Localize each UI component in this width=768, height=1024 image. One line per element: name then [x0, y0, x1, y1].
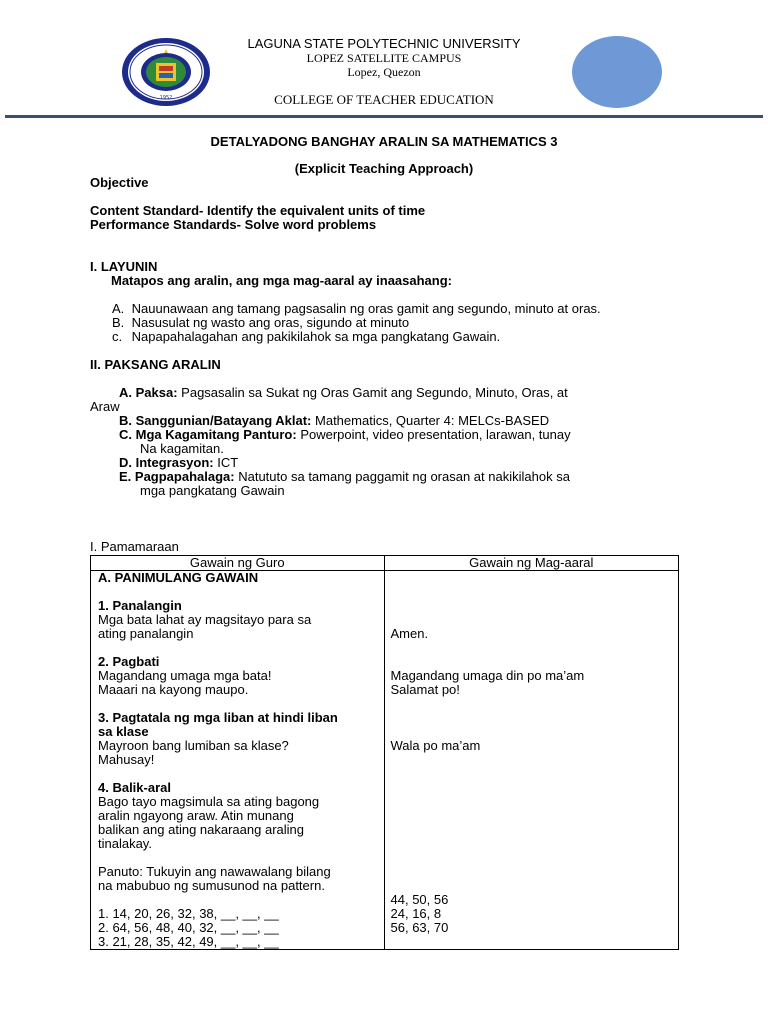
list-text: Napapahalagahan ang pakikilahok sa mga pangkatang Gawain.	[131, 329, 501, 344]
pagbati-heading: 2. Pagbati	[98, 654, 160, 669]
pagtatala-text: Mayroon bang lumiban sa klase?	[98, 738, 289, 753]
panuto-text: na mabubuo ng sumusunod na pattern.	[98, 878, 325, 893]
paksa-line	[119, 386, 568, 400]
university-name: LAGUNA STATE POLYTECHNIC UNIVERSITY	[247, 36, 521, 51]
layunin-item	[112, 330, 500, 344]
pagbati-response: Magandang umaga din po ma’am	[390, 668, 585, 683]
panalangin-heading: 1. Panalangin	[98, 598, 182, 613]
college-name: COLLEGE OF TEACHER EDUCATION	[274, 92, 494, 107]
list-text: Nauunawaan ang tamang pagsasalin ng oras gamit ang segundo, minuto at oras.	[131, 301, 601, 316]
balik-aral-text: balikan ang ating nakaraang araling	[98, 822, 304, 837]
kagamitan-label: C. Mga Kagamitang Panturo:	[119, 427, 297, 442]
pagpapahalaga-continuation: mga pangkatang Gawain	[140, 483, 285, 498]
balik-aral-text: tinalakay.	[98, 836, 152, 851]
sanggunian-line	[119, 414, 549, 428]
pattern-answer: 56, 63, 70	[390, 920, 449, 935]
paksang-heading: II. PAKSANG ARALIN	[90, 357, 221, 372]
layunin-item	[112, 302, 601, 316]
pamamaraan-heading: I. Pamamaraan	[90, 539, 179, 554]
pagbati-text: Maaari na kayong maupo.	[98, 682, 249, 697]
sanggunian-label: B. Sanggunian/Batayang Aklat:	[119, 413, 312, 428]
page-subtitle: (Explicit Teaching Approach)	[294, 161, 474, 176]
layunin-heading: I. LAYUNIN	[90, 259, 158, 274]
integrasyon-text: ICT	[217, 455, 239, 470]
pagpapahalaga-line	[119, 470, 570, 484]
pagtatala-text: Mahusay!	[98, 752, 155, 767]
list-marker: A.	[112, 301, 125, 316]
paksa-continuation: Araw	[90, 399, 120, 414]
balik-aral-text: aralin ngayong araw. Atin munang	[98, 808, 294, 823]
panalangin-text: ating panalangin	[98, 626, 194, 641]
campus-location: Lopez, Quezon	[347, 65, 421, 79]
performance-standard: Performance Standards- Solve word problems	[90, 217, 377, 232]
pagtatala-heading: 3. Pagtatala ng mga liban at hindi liban	[98, 710, 338, 725]
pagbati-response: Salamat po!	[390, 682, 460, 697]
pattern-question: 3. 21, 28, 35, 42, 49, __, __, __	[98, 934, 279, 949]
page-title: DETALYADONG BANGHAY ARALIN SA MATHEMATICS 3	[210, 134, 558, 149]
pagpapahalaga-label: E. Pagpapahalaga:	[119, 469, 235, 484]
balik-aral-text: Bago tayo magsimula sa ating bagong	[98, 794, 320, 809]
layunin-item	[112, 316, 409, 330]
kagamitan-line	[119, 428, 571, 442]
column-header-guro: Gawain ng Guro	[91, 556, 385, 571]
panimulang-heading: A. PANIMULANG GAWAIN	[98, 570, 259, 585]
objective-label: Objective	[90, 175, 149, 190]
mag-aaral-cell	[384, 571, 678, 950]
guro-cell	[91, 571, 385, 950]
pattern-question: 1. 14, 20, 26, 32, 38, __, __, __	[98, 906, 279, 921]
list-text: Nasusulat ng wasto ang oras, sigundo at minuto	[131, 315, 410, 330]
panalangin-text: Mga bata lahat ay magsitayo para sa	[98, 612, 312, 627]
campus-name: LOPEZ SATELLITE CAMPUS	[306, 51, 462, 65]
pattern-question: 2. 64, 56, 48, 40, 32, __, __, __	[98, 920, 279, 935]
integrasyon-line	[119, 456, 238, 470]
header-divider	[5, 115, 763, 118]
panalangin-response: Amen.	[390, 626, 429, 641]
content-standard: Content Standard- Identify the equivalent units of time	[90, 203, 426, 218]
blue-circle-placeholder	[572, 36, 662, 108]
pattern-answer: 44, 50, 56	[390, 892, 449, 907]
svg-text:1952: 1952	[159, 95, 173, 101]
kagamitan-text: Powerpoint, video presentation, larawan, tunay	[300, 427, 571, 442]
table-header-row	[91, 556, 679, 571]
column-header-mag-aaral: Gawain ng Mag-aaral	[384, 556, 678, 571]
sanggunian-text: Mathematics, Quarter 4: MELCs-BASED	[315, 413, 550, 428]
pagbati-text: Magandang umaga mga bata!	[98, 668, 272, 683]
paksa-text: Pagsasalin sa Sukat ng Oras Gamit ang Segundo, Minuto, Oras, at	[181, 385, 568, 400]
pagpapahalaga-text: Natututo sa tamang paggamit ng orasan at nakikilahok sa	[238, 469, 570, 484]
list-marker: B.	[112, 315, 125, 330]
lesson-procedure-table	[90, 555, 679, 950]
list-marker: c.	[112, 329, 123, 344]
layunin-intro: Matapos ang aralin, ang mga mag-aaral ay inaasahang:	[111, 273, 452, 288]
pagtatala-response: Wala po ma’am	[390, 738, 481, 753]
integrasyon-label: D. Integrasyon:	[119, 455, 214, 470]
pattern-answer: 24, 16, 8	[390, 906, 442, 921]
paksa-label: A. Paksa:	[119, 385, 178, 400]
kagamitan-continuation: Na kagamitan.	[140, 441, 224, 456]
panuto-text: Panuto: Tukuyin ang nawawalang bilang	[98, 864, 331, 879]
pagtatala-heading: sa klase	[98, 724, 149, 739]
balik-aral-heading: 4. Balik-aral	[98, 780, 171, 795]
table-row	[91, 571, 679, 950]
